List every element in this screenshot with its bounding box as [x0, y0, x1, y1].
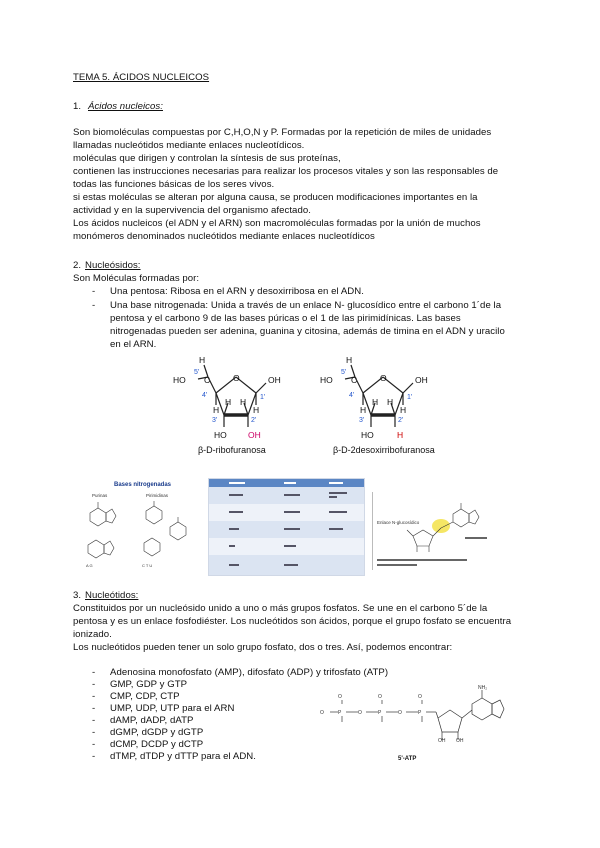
svg-text:C: C	[351, 375, 358, 385]
bases-title: Bases nitrogenadas	[114, 482, 172, 488]
bullet-dash: -	[92, 703, 96, 714]
bullet-base-line: pentosa y el carbono 9 de las bases púricas o el 1 de las pirimidínicas. Las bases	[110, 313, 461, 324]
paragraph-line: monómeros denominados nucleótidos mediante enlaces nucleotídicos	[73, 231, 375, 242]
svg-text:P: P	[378, 710, 382, 716]
svg-text:P: P	[418, 710, 422, 716]
bullet-dash: -	[92, 751, 96, 762]
svg-text:4': 4'	[349, 392, 355, 399]
svg-text:O: O	[358, 710, 362, 716]
svg-text:2': 2'	[398, 417, 404, 424]
deoxy-h-highlight: H	[397, 430, 404, 440]
svg-text:2': 2'	[251, 417, 257, 424]
paragraph-line: Son biomoléculas compuestas por C,H,O,N y P. Formadas por la repetición de miles de unidades	[73, 127, 492, 138]
section-1-number: 1.	[73, 101, 82, 112]
svg-text:C: C	[204, 375, 211, 385]
svg-text:O: O	[380, 373, 387, 383]
nitrogenous-bases-figure	[80, 475, 198, 571]
table-sketch	[209, 479, 364, 575]
paragraph-line: Constituidos por un nucleósido unido a uno o más grupos fosfatos. Se une en el carbono 5´de la	[73, 603, 488, 614]
bullet-dash: -	[92, 727, 96, 738]
paragraph-line: pentosa y es un enlace fosfodiéster. Los nucleótidos son ácidos, porque el grupo fosfato se encuentra	[73, 616, 512, 627]
page-title: TEMA 5. ÁCIDOS NUCLEICOS	[73, 72, 210, 83]
bullet-dash: -	[92, 691, 96, 702]
bullet-dash: -	[92, 286, 96, 297]
bullet-dash: -	[92, 739, 96, 750]
svg-text:O: O	[233, 373, 240, 383]
atp-structure-diagram	[318, 682, 518, 764]
list-item: dCMP, DCDP y dCTP	[110, 739, 204, 750]
ribose-structure-diagram	[168, 355, 298, 457]
svg-text:4': 4'	[202, 392, 208, 399]
svg-text:H: H	[225, 397, 232, 407]
bullet-base-line: nitrogenadas pueden ser adenina, guanina y citosina, además de timina en el ADN y uracilo	[110, 326, 505, 337]
svg-text:OH: OH	[456, 738, 464, 744]
svg-text:O: O	[378, 694, 382, 700]
bullet-base-line: Una base nitrogenada: Unida a través de un enlace N- glucosídico entre el carbono 1´de la	[110, 300, 502, 311]
paragraph-line: si estas moléculas se alteran por alguna causa, se producen modificaciones importantes en la	[73, 192, 478, 203]
glycosidic-bond-sketch	[373, 492, 493, 570]
bullet-dash: -	[92, 300, 96, 311]
bullet-dash: -	[92, 667, 96, 678]
paragraph-line: llamadas nucleótidos mediante enlaces nucleotídicos.	[73, 140, 305, 151]
enlace-label: Enlace N-glucosídico	[377, 520, 420, 525]
svg-text:5': 5'	[194, 369, 200, 376]
svg-text:HO: HO	[214, 430, 227, 440]
svg-text:H: H	[346, 355, 353, 365]
paragraph-line: moléculas que dirigen y controlan la síntesis de sus proteínas,	[73, 153, 341, 164]
svg-text:C T U: C T U	[142, 563, 153, 568]
svg-text:H: H	[360, 405, 367, 415]
list-item: CMP, CDP, CTP	[110, 691, 180, 702]
svg-text:3': 3'	[359, 417, 365, 424]
n-glycosidic-bond-figure	[372, 492, 493, 570]
section-1-heading: Ácidos nucleicos:	[88, 101, 163, 112]
svg-text:H: H	[199, 355, 206, 365]
svg-text:A G: A G	[86, 563, 93, 568]
deoxyribose-caption: β-D-2desoxirribofuranosa	[333, 445, 435, 455]
svg-text:NH₂: NH₂	[478, 685, 488, 691]
svg-text:P: P	[338, 710, 342, 716]
bullet-base-line: en el ARN.	[110, 339, 157, 350]
nucleosides-table-figure	[208, 478, 365, 576]
bullet-dash: -	[92, 715, 96, 726]
list-item: Adenosina monofosfato (AMP), difosfato (ADP) y trifosfato (ATP)	[110, 667, 389, 678]
svg-text:OH: OH	[415, 375, 428, 385]
svg-text:H: H	[213, 405, 220, 415]
section-3-number: 3.	[73, 590, 82, 601]
paragraph-line: Los ácidos nucleicos (el ADN y el ARN) son macromoléculas formadas por la unión de muchos	[73, 218, 481, 229]
svg-text:O: O	[338, 694, 342, 700]
svg-text:Purinas: Purinas	[92, 493, 108, 498]
deoxyribose-structure-diagram	[315, 355, 455, 457]
svg-text:H: H	[387, 397, 394, 407]
bullet-dash: -	[92, 679, 96, 690]
svg-text:OH: OH	[268, 375, 281, 385]
svg-text:O: O	[320, 710, 324, 716]
svg-text:1': 1'	[407, 394, 413, 401]
list-item: dAMP, dADP, dATP	[110, 715, 194, 726]
section-2-heading: Nucleósidos:	[85, 260, 141, 271]
paragraph-line: Los nucleótidos pueden tener un solo grupo fosfato, dos o tres. Así, podemos encontrar:	[73, 642, 453, 653]
paragraph-line: contienen las instrucciones necesarias para realizar los procesos vitales y son las responsables de	[73, 166, 499, 177]
list-item: dTMP, dTDP y dTTP para el ADN.	[110, 751, 256, 762]
list-item: dGMP, dGDP y dGTP	[110, 727, 204, 738]
ribose-oh-highlight: OH	[248, 430, 261, 440]
svg-text:HO: HO	[320, 375, 333, 385]
svg-text:H: H	[253, 405, 260, 415]
svg-text:HO: HO	[361, 430, 374, 440]
svg-text:OH: OH	[438, 738, 446, 744]
section-3-heading: Nucleótidos:	[85, 590, 139, 601]
paragraph-line: ionizado.	[73, 629, 112, 640]
ribose-caption: β-D-ribofuranosa	[198, 445, 266, 455]
atp-caption: 5'-ATP	[398, 756, 417, 762]
svg-text:O: O	[398, 710, 402, 716]
section-2-number: 2.	[73, 260, 82, 271]
bases-sketch	[80, 475, 198, 571]
section-2-intro: Son Moléculas formadas por:	[73, 273, 200, 284]
svg-text:3': 3'	[212, 417, 218, 424]
svg-text:5': 5'	[341, 369, 347, 376]
svg-text:1': 1'	[260, 394, 266, 401]
svg-text:H: H	[240, 397, 247, 407]
list-item: UMP, UDP, UTP para el ARN	[110, 703, 235, 714]
list-item: GMP, GDP y GTP	[110, 679, 188, 690]
paragraph-line: todas las funciones básicas de los seres vivos.	[73, 179, 275, 190]
paragraph-line: actividad y en la supervivencia del organismo afectado.	[73, 205, 311, 216]
bullet-pentosa: Una pentosa: Ribosa en el ARN y desoxirribosa en el ADN.	[110, 286, 364, 297]
svg-text:H: H	[372, 397, 379, 407]
svg-text:Pirimidinas: Pirimidinas	[146, 493, 169, 498]
svg-text:H: H	[400, 405, 407, 415]
ho-label: HO	[173, 375, 186, 385]
svg-text:O: O	[418, 694, 422, 700]
